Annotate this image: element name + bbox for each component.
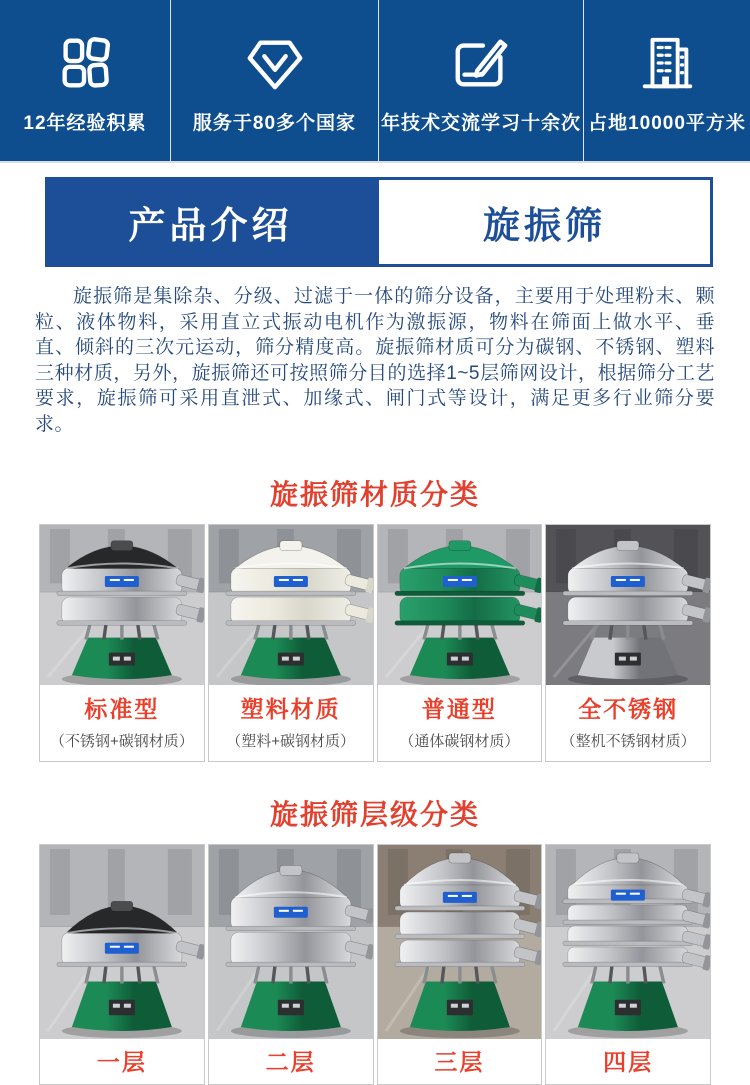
section-title-layers: 旋振筛层级分类 [269,799,480,830]
product-photo [378,845,542,1039]
banner-item-training [378,0,583,161]
material-cards-row [39,524,711,762]
product-card-plastic [208,524,374,762]
banner-label: 12年经验积累 [23,113,147,134]
grid-icon [54,32,116,94]
card-title: 四层 [603,1049,654,1075]
product-name-box [376,177,713,267]
card-subtitle: （塑料+碳钢材质） [226,733,355,750]
product-intro-paragraph: 旋振筛是集除杂、分级、过滤于一体的筛分设备，主要用于处理粉末、颗粒、液体物料，采用直立式振动电机作为激振源，物料在筛面上做水平、垂直、倾斜的三次元运动，筛分精度高。旋振筛材质可分为碳钢、不锈钢、塑料三种材质，另外，旋振筛还可按照筛分目的选择1~5层筛网设计，根据筛分工艺要求，旋振筛可采用直泄式、加缘式、闸门式等设计，满足更多行业筛分要求。 [35,286,715,435]
banner-label: 占地10000平方米 [588,113,746,134]
card-title: 标准型 [84,696,160,722]
section-header-bar [45,177,713,267]
product-card-stainless [545,524,711,762]
diamond-check-icon [244,32,306,94]
product-photo [209,525,373,685]
product-photo [546,845,710,1039]
card-title: 塑料材质 [240,696,341,722]
edit-icon [450,32,512,94]
building-icon [636,32,698,94]
card-subtitle: （不锈钢+碳钢材质） [49,733,194,750]
tab-product-intro-label: 产品介绍 [128,205,293,246]
product-photo [40,525,204,685]
card-subtitle: （通体碳钢材质） [399,733,520,750]
banner-item-countries [170,0,378,161]
product-card-standard [39,524,205,762]
card-title: 三层 [434,1049,485,1075]
card-title: 全不锈钢 [578,696,679,722]
product-card-carbon [377,524,543,762]
product-photo [209,845,373,1039]
banner-label: 年技术交流学习十余次 [380,113,581,134]
banner-label: 服务于80多个国家 [192,113,357,134]
product-photo [378,525,542,685]
tab-product-intro [45,177,376,267]
top-feature-banner [0,0,750,163]
card-title: 一层 [96,1049,147,1075]
banner-item-area [583,0,750,161]
section-title-material: 旋振筛材质分类 [269,479,480,510]
card-subtitle: （整机不锈钢材质） [560,733,696,750]
product-name: 旋振筛 [483,205,606,246]
product-photo [40,845,204,1039]
banner-item-experience [0,0,170,161]
card-title: 普通型 [421,696,497,722]
product-photo [546,525,710,685]
card-title: 二层 [265,1049,316,1075]
